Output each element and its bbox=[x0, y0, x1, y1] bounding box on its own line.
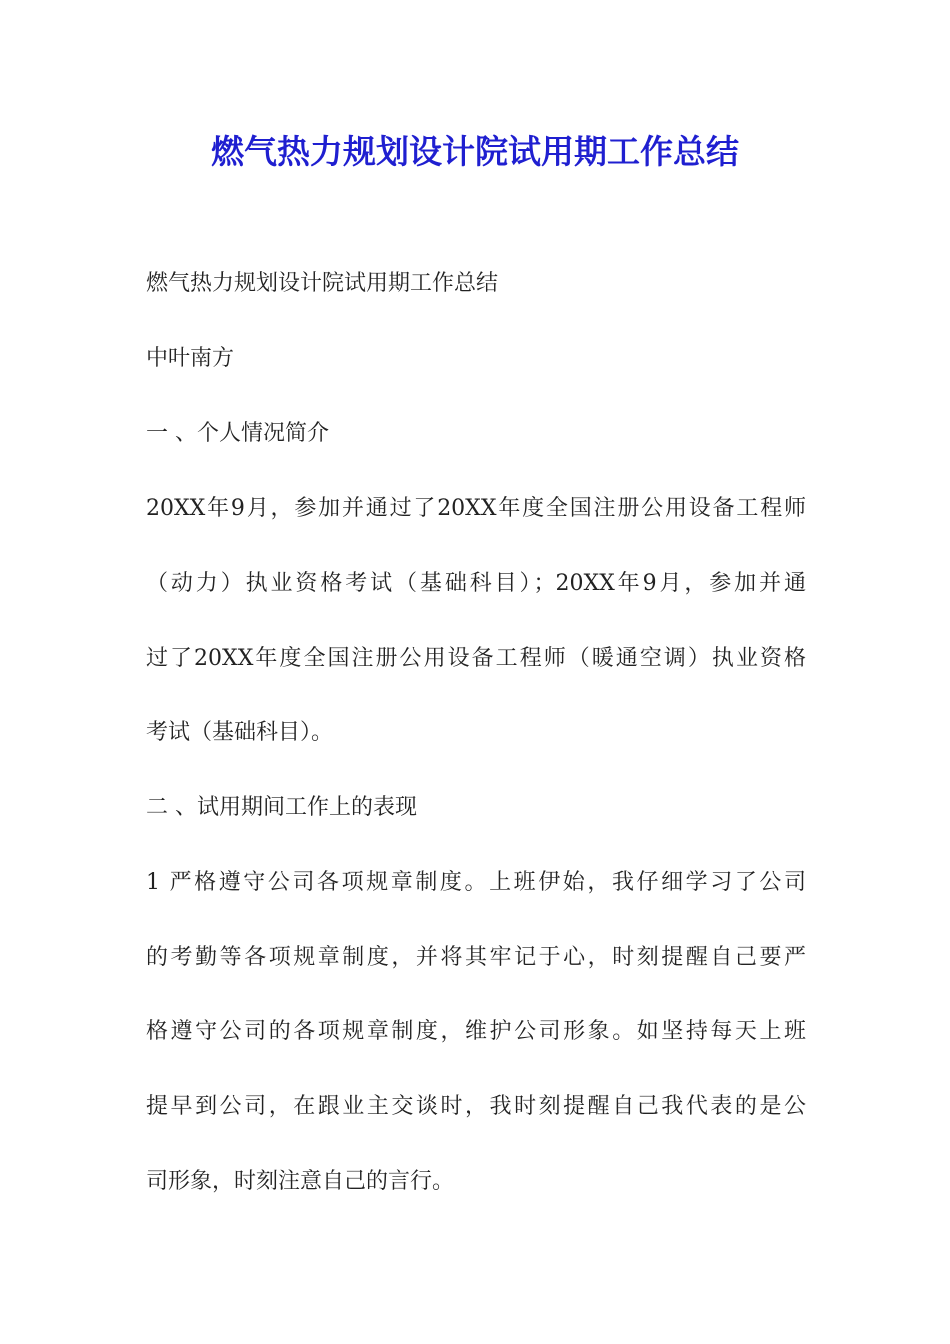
paragraph-2-line-2: 的考勤等各项规章制度，并将其牢记于心，时刻提醒自己要严 bbox=[146, 945, 806, 970]
document-title: 燃气热力规划设计院试用期工作总结 bbox=[211, 132, 739, 171]
section-heading-1: 一 、个人情况简介 bbox=[146, 421, 329, 446]
paragraph-2-line-3: 格遵守公司的各项规章制度，维护公司形象。如坚持每天上班 bbox=[146, 1019, 806, 1044]
paragraph-1-line-2: （动力）执业资格考试（基础科目）；20XX年9月，参加并通 bbox=[146, 571, 806, 596]
subtitle-line: 燃气热力规划设计院试用期工作总结 bbox=[146, 271, 499, 296]
paragraph-2-line-1: 1 严格遵守公司各项规章制度。上班伊始，我仔细学习了公司 bbox=[146, 870, 806, 895]
paragraph-1-line-3: 过了20XX年度全国注册公用设备工程师（暖通空调）执业资格 bbox=[146, 646, 806, 671]
paragraph-1-line-4: 考试（基础科目）。 bbox=[146, 720, 334, 745]
section-heading-2: 二 、试用期间工作上的表现 bbox=[146, 795, 417, 820]
paragraph-2-line-4: 提早到公司，在跟业主交谈时，我时刻提醒自己我代表的是公 bbox=[146, 1094, 806, 1119]
author-line: 中叶南方 bbox=[146, 346, 235, 371]
paragraph-1-line-1: 20XX年9月，参加并通过了20XX年度全国注册公用设备工程师 bbox=[146, 496, 806, 521]
paragraph-2-line-5: 司形象，时刻注意自己的言行。 bbox=[146, 1169, 455, 1194]
